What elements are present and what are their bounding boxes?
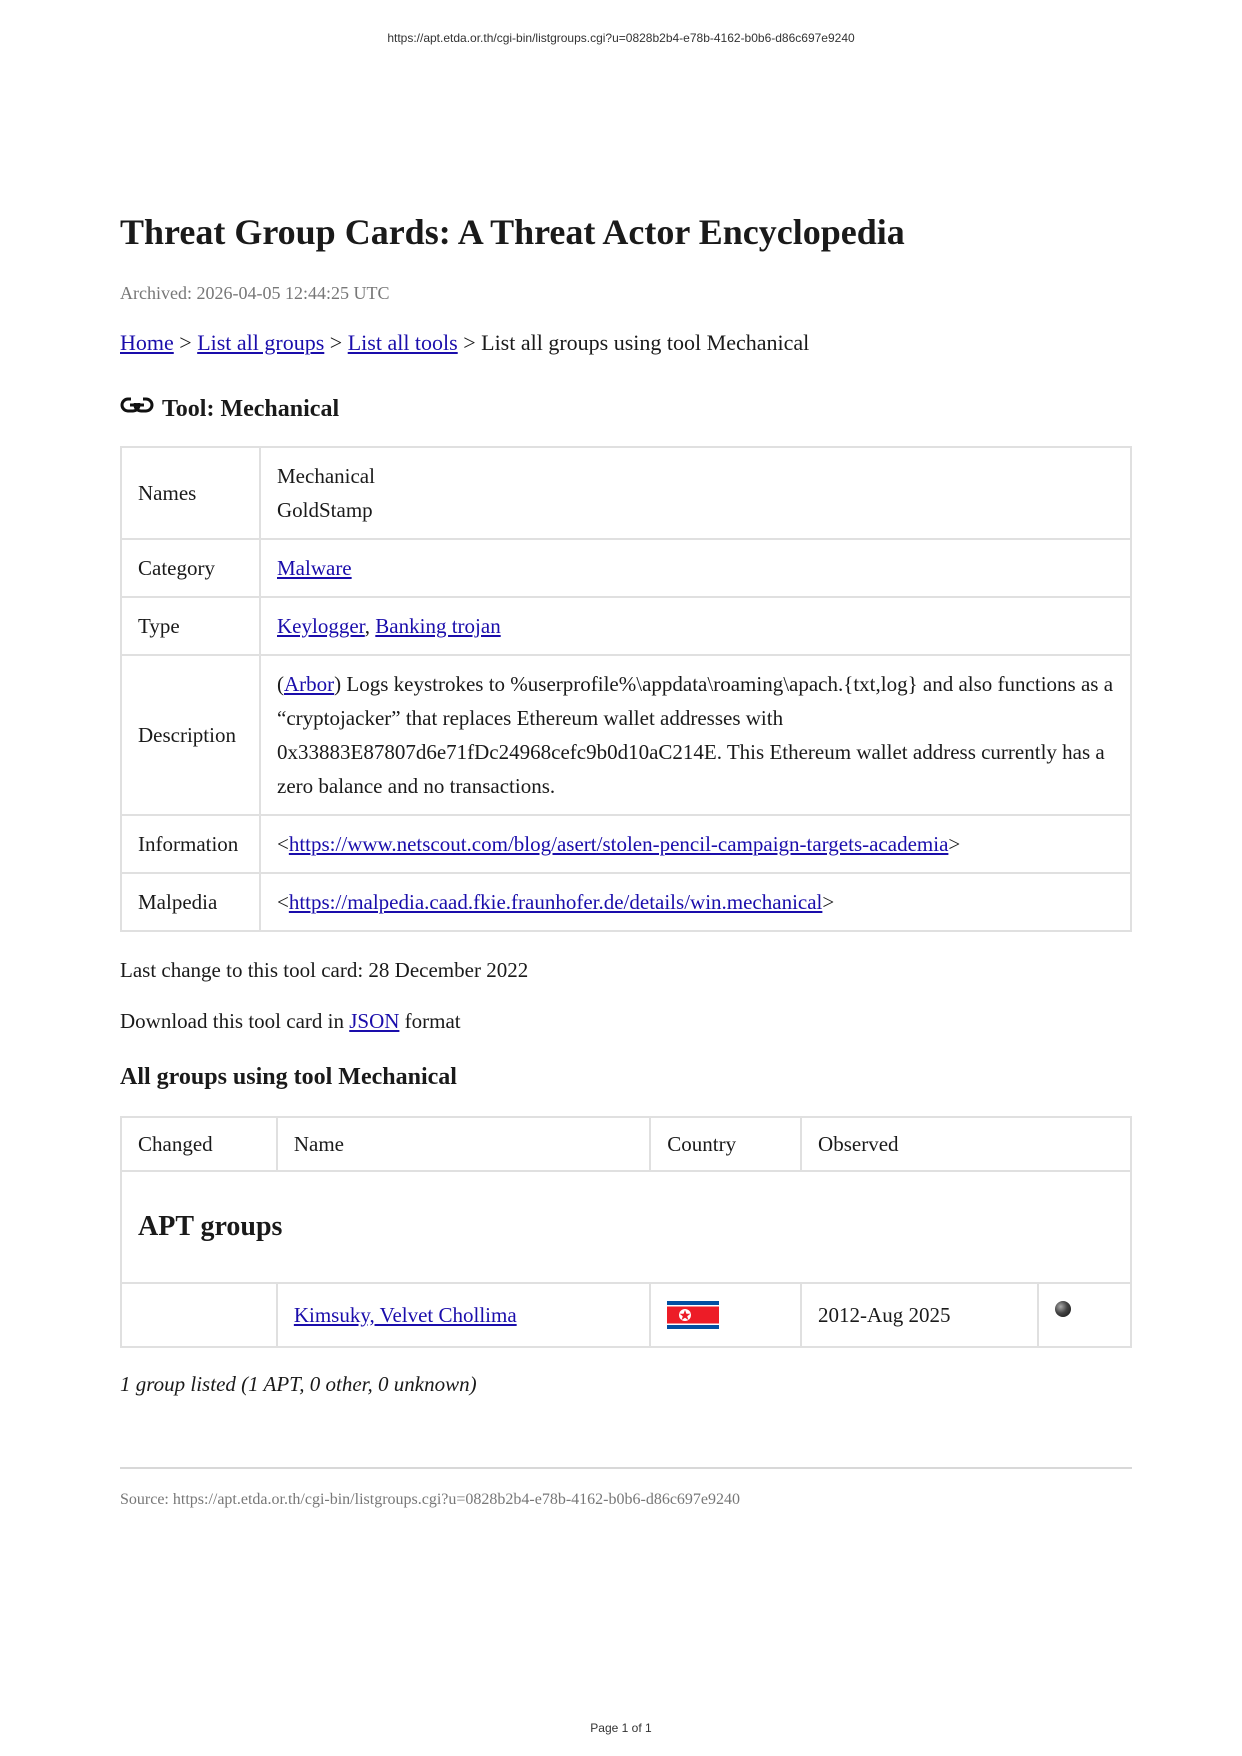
name-cell	[277, 1283, 650, 1347]
country-cell	[650, 1283, 801, 1347]
column-header-country: Country	[650, 1117, 801, 1171]
row-label: Malpedia	[121, 873, 260, 931]
group-link[interactable]: Kimsuky, Velvet Chollima	[293, 1302, 517, 1327]
archived-timestamp: Archived: 2026-04-05 12:44:25 UTC	[120, 283, 390, 303]
row-label: Names	[121, 447, 260, 539]
description-paren: (	[277, 672, 284, 696]
table-row	[121, 1283, 1131, 1347]
section-row	[121, 1171, 1131, 1283]
status-dot-icon	[1055, 1301, 1071, 1317]
tool-card-table	[120, 446, 1132, 932]
type-value	[260, 597, 1131, 655]
information-link[interactable]: https://www.netscout.com/blog/asert/stolen-pencil-campaign-targets-academia	[288, 832, 949, 856]
breadcrumb-home-link[interactable]: Home	[120, 330, 174, 355]
name-item: Mechanical	[277, 464, 375, 488]
print-header-url: https://apt.etda.or.th/cgi-bin/listgroups.cgi?u=0828b2b4-e78b-4162-b0b6-d86c697e9240	[387, 31, 855, 45]
json-download-link[interactable]: JSON	[349, 1009, 400, 1033]
column-header-name: Name	[277, 1117, 650, 1171]
angle-open: <	[277, 890, 289, 914]
category-value	[260, 539, 1131, 597]
observed-cell: 2012-Aug 2025	[801, 1283, 1038, 1347]
tool-row-category	[121, 539, 1131, 597]
row-label: Type	[121, 597, 260, 655]
groups-summary: 1 group listed (1 APT, 0 other, 0 unknown)	[120, 1372, 477, 1396]
malpedia-link[interactable]: https://malpedia.caad.fkie.fraunhofer.de/details/win.mechanical	[288, 890, 823, 914]
groups-header-row	[121, 1117, 1131, 1171]
download-prefix: Download this tool card in	[120, 1009, 350, 1033]
groups-table	[120, 1116, 1132, 1348]
column-header-observed: Observed	[801, 1117, 1131, 1171]
download-line	[120, 1009, 1132, 1034]
angle-open: <	[277, 832, 289, 856]
tool-row-names	[121, 447, 1131, 539]
description-value	[260, 655, 1131, 815]
description-source-link[interactable]: Arbor	[284, 672, 335, 696]
footer-divider	[120, 1467, 1132, 1469]
angle-close: >	[822, 890, 835, 914]
type-link-keylogger[interactable]: Keylogger	[277, 614, 365, 638]
download-suffix: format	[399, 1009, 461, 1033]
tool-row-type	[121, 597, 1131, 655]
breadcrumb-tools-link[interactable]: List all tools	[347, 330, 458, 355]
breadcrumb-groups-link[interactable]: List all groups	[197, 330, 325, 355]
row-label: Description	[121, 655, 260, 815]
row-label: Category	[121, 539, 260, 597]
last-change-text: Last change to this tool card: 28 December 2022	[120, 958, 529, 982]
column-header-changed: Changed	[121, 1117, 277, 1171]
malpedia-value	[260, 873, 1131, 931]
page-title: Threat Group Cards: A Threat Actor Encyclopedia	[120, 212, 905, 252]
angle-close: >	[948, 832, 961, 856]
page-number: Page 1 of 1	[590, 1721, 652, 1735]
category-link[interactable]: Malware	[277, 556, 352, 580]
name-item: GoldStamp	[277, 498, 373, 522]
status-cell	[1038, 1283, 1131, 1347]
breadcrumb-current: > List all groups using tool Mechanical	[457, 330, 810, 355]
page-content	[120, 210, 1132, 1509]
row-label: Information	[121, 815, 260, 873]
source-url: Source: https://apt.etda.or.th/cgi-bin/listgroups.cgi?u=0828b2b4-e78b-4162-b0b6-d86c697e9240	[120, 1491, 741, 1508]
breadcrumb-separator: >	[324, 330, 348, 355]
type-separator: ,	[364, 614, 376, 638]
breadcrumb-separator: >	[173, 330, 198, 355]
tool-heading	[120, 394, 1132, 424]
groups-heading: All groups using tool Mechanical	[120, 1064, 457, 1090]
tool-row-malpedia	[121, 873, 1131, 931]
section-title-apt: APT groups	[121, 1171, 1131, 1283]
description-text: ) Logs keystrokes to %userprofile%\appdata\roaming\apach.{txt,log} and also functions as a “cryptojacker” that replaces Ethereum wallet addresses with 0x33883E87807d6e71fDc24968cefc9b0d10aC214E. This Ethereum wallet address currently has a zero balance and no transactions.	[277, 672, 1114, 798]
link-icon	[120, 396, 154, 416]
tool-row-description	[121, 655, 1131, 815]
information-value	[260, 815, 1131, 873]
tool-title: Tool: Mechanical	[162, 396, 340, 422]
type-link-banking-trojan[interactable]: Banking trojan	[375, 614, 501, 638]
changed-cell	[121, 1283, 277, 1347]
names-value	[260, 447, 1131, 539]
tool-row-information	[121, 815, 1131, 873]
north-korea-flag-icon	[667, 1301, 719, 1329]
breadcrumb	[120, 328, 1132, 358]
